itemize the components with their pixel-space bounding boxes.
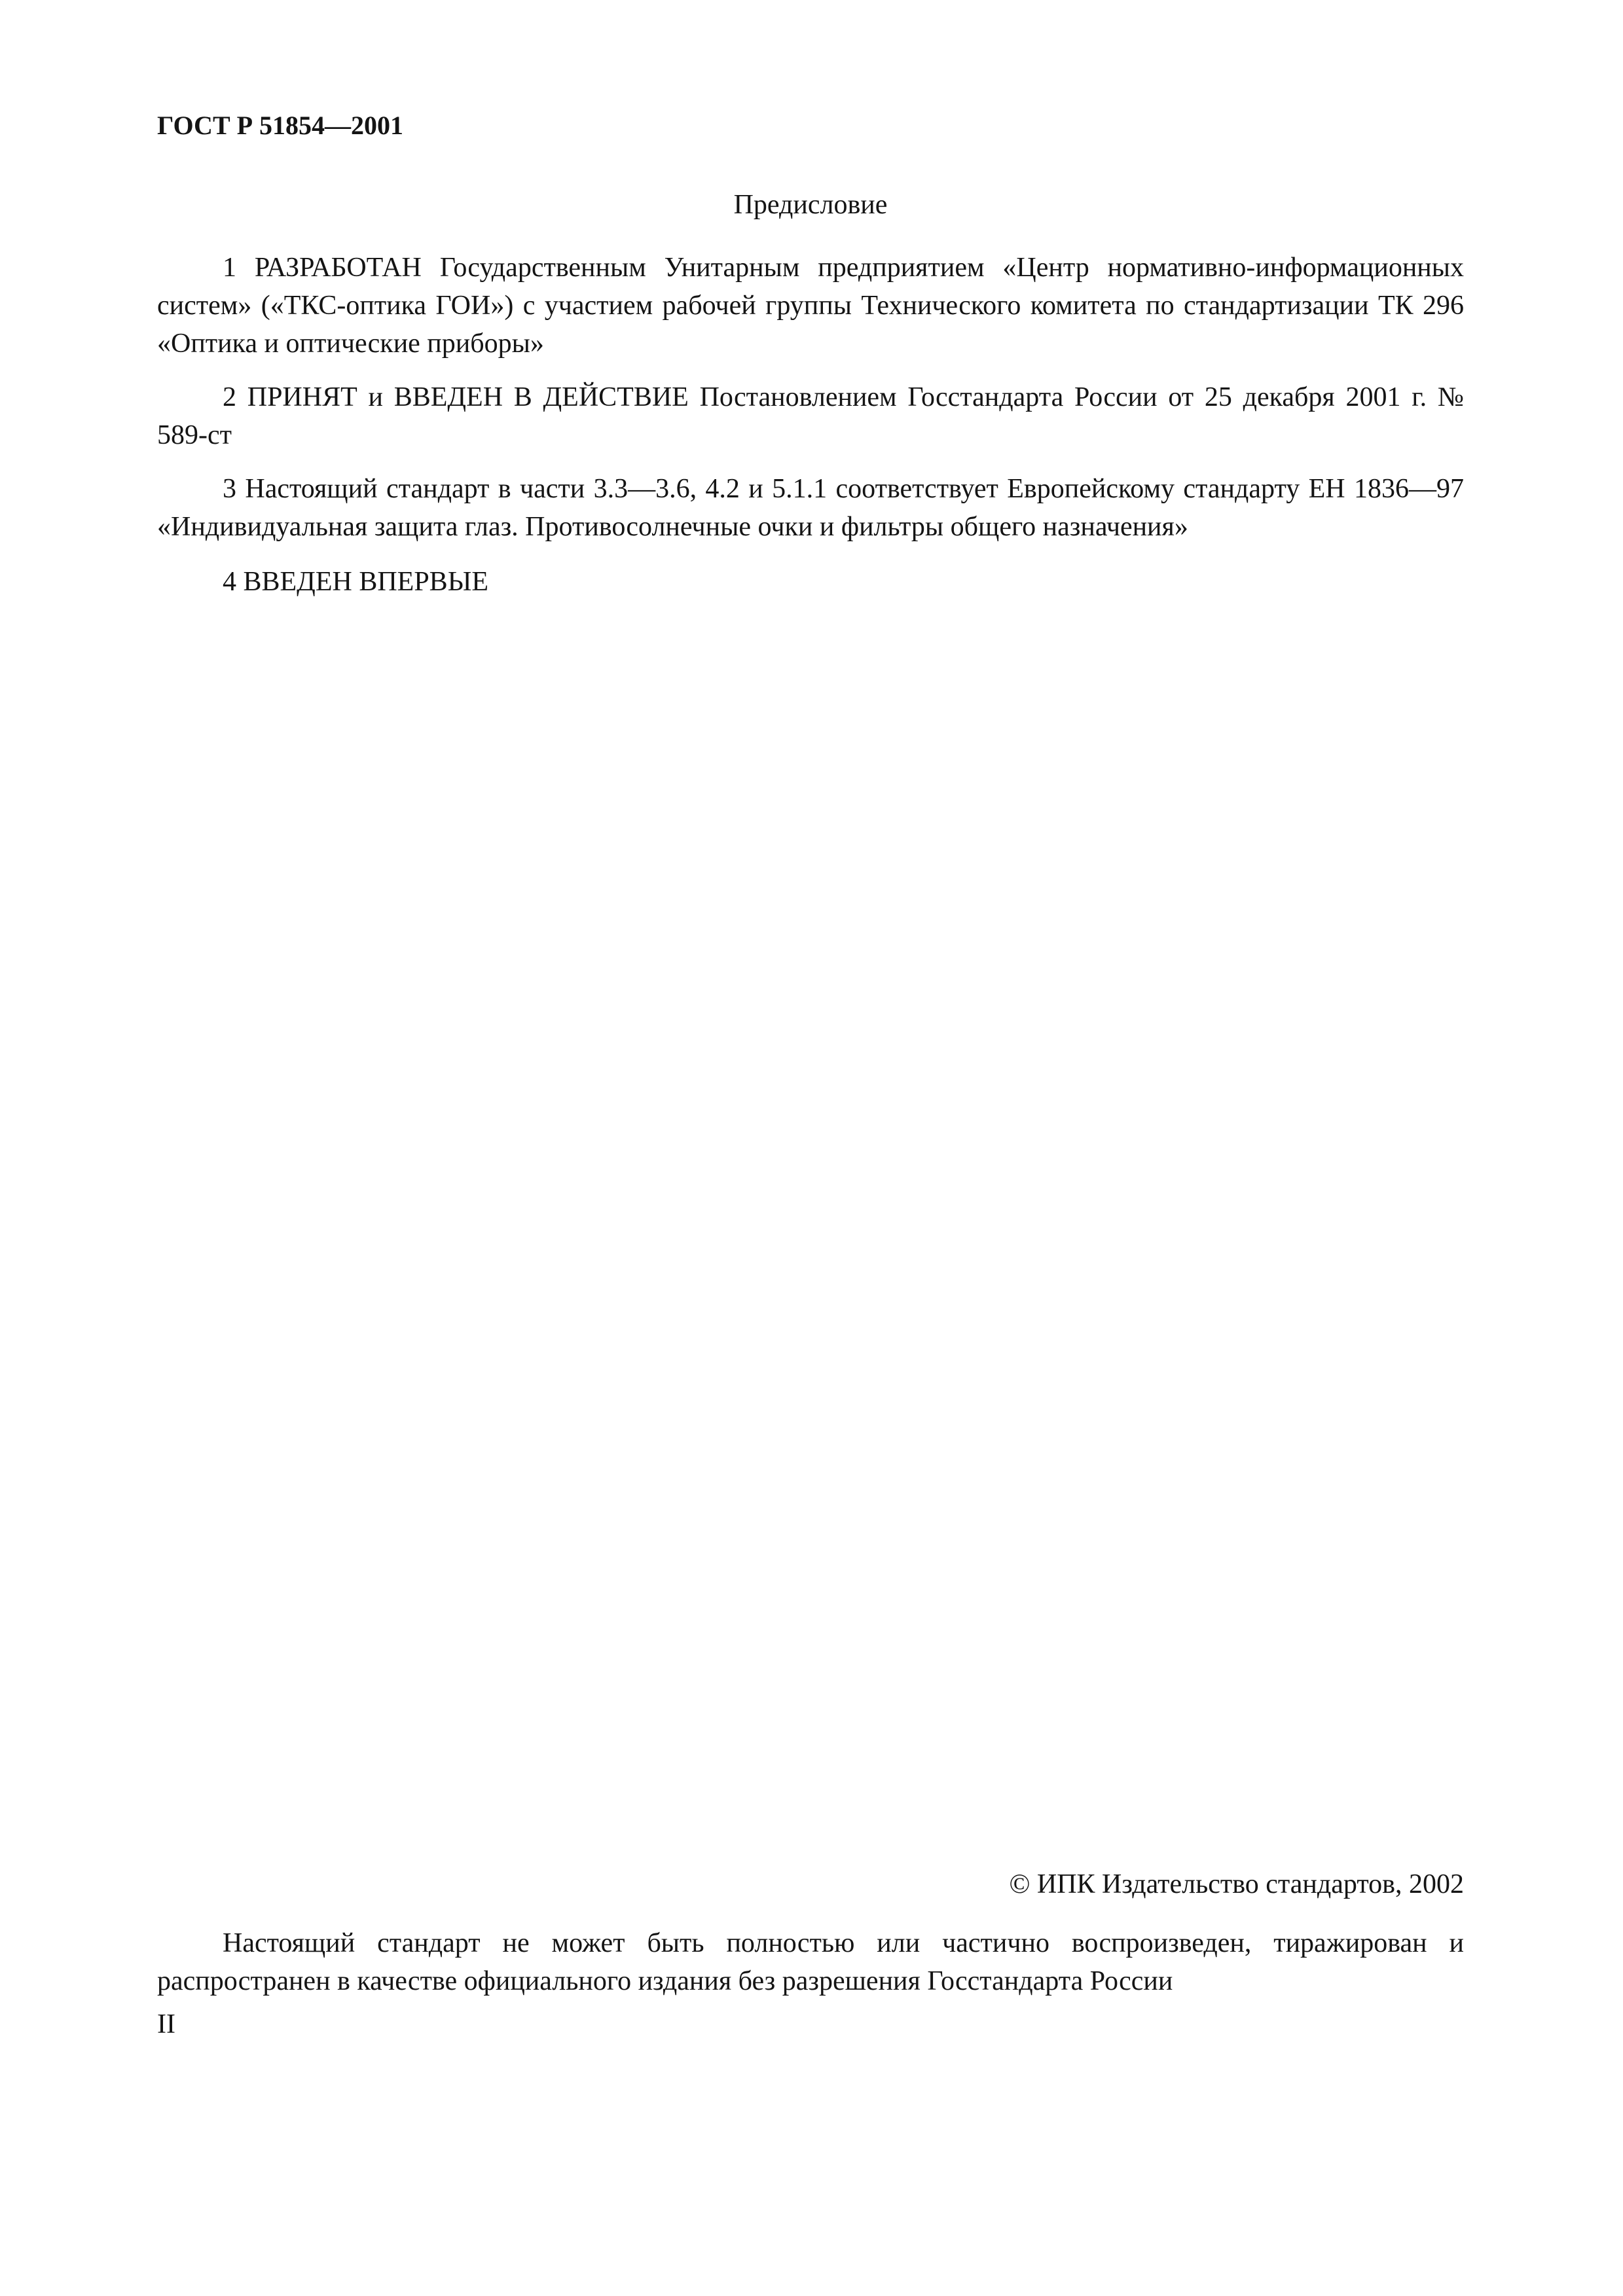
standard-number-header: ГОСТ Р 51854—2001 — [157, 111, 404, 140]
foreword-paragraph-introduced: 4 ВВЕДЕН ВПЕРВЫЕ — [223, 567, 488, 597]
foreword-title: Предисловие — [733, 190, 888, 220]
reproduction-notice: Настоящий стандарт не может быть полностью или частично воспроизведен, тиражирован и распространен в качестве официального издания без разрешения Госстандарта России — [157, 1928, 1464, 1996]
foreword-paragraph-correspondence: 3 Настоящий стандарт в части 3.3—3.6, 4.2 и 5.1.1 соответствует Европейскому стандарту ЕН 1836—97 «Индивидуальная защита глаз. Противосолнечные очки и фильтры общего назначения» — [157, 474, 1464, 542]
page-number: II — [157, 2009, 175, 2039]
foreword-paragraph-adopted: 2 ПРИНЯТ и ВВЕДЕН В ДЕЙСТВИЕ Постановлением Госстандарта России от 25 декабря 2001 г. № 589-ст — [157, 382, 1464, 450]
copyright-line: © ИПК Издательство стандартов, 2002 — [1009, 1869, 1464, 1899]
foreword-paragraph-developed: 1 РАЗРАБОТАН Государственным Унитарным предприятием «Центр нормативно-информационных систем» («ТКС-оптика ГОИ») с участием рабочей группы Технического комитета по стандартизации ТК 296 «Оптика и оптические приборы» — [157, 253, 1464, 359]
